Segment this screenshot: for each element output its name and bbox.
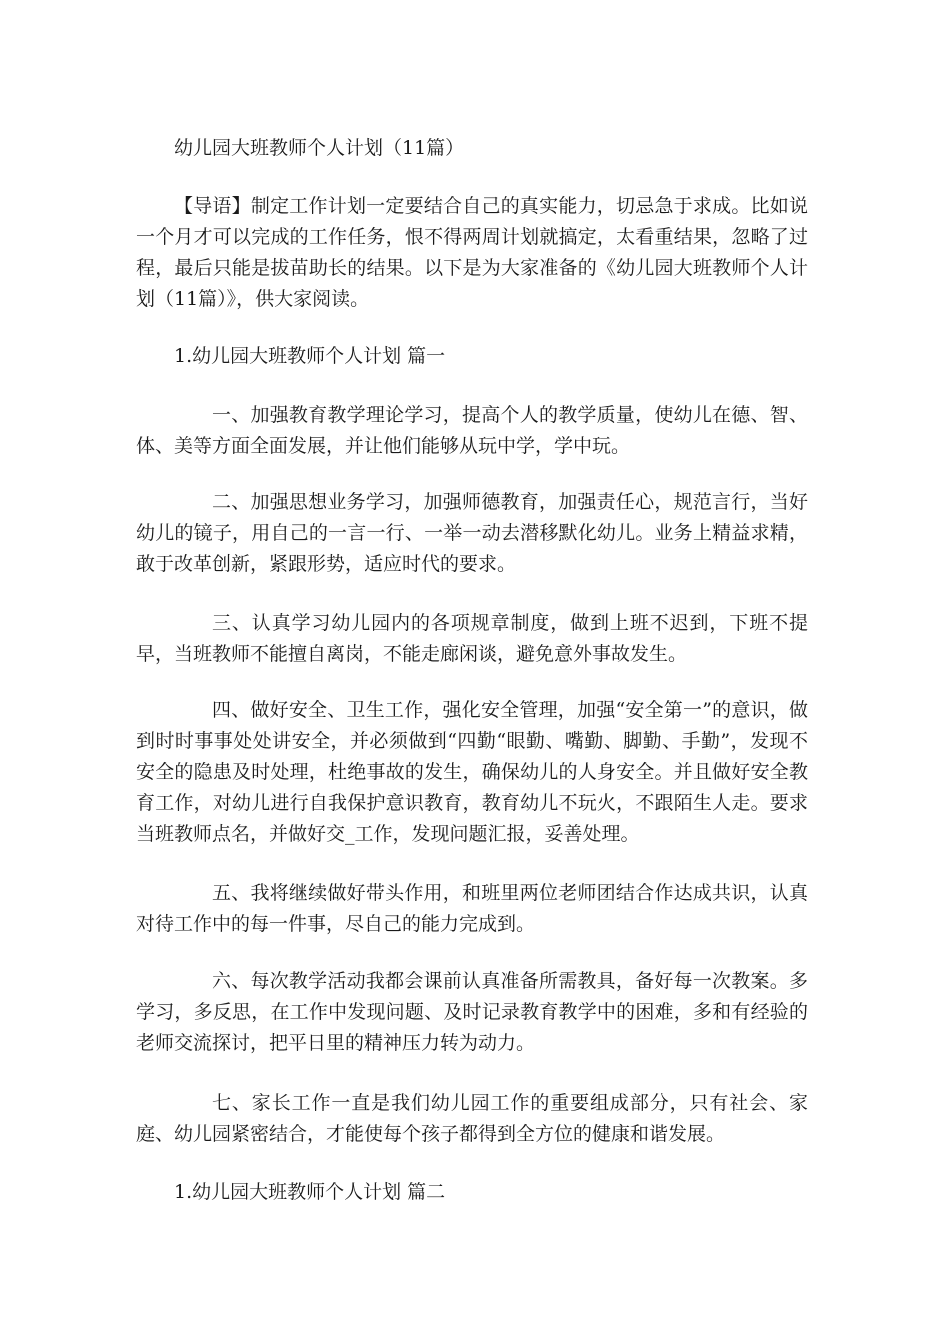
paragraph-4: 四、做好安全、卫生工作，强化安全管理，加强“安全第一”的意识，做到时时事事处处讲安全，并必须做到“四勤“眼勤、嘴勤、脚勤、手勤”，发现不安全的隐患及时处理，杜绝事故的发生，确保幼儿的人身安全。并且做好安全教育工作，对幼儿进行自我保护意识教育，教育幼儿不玩火，不跟陌生人走。要求当班教师点名，并做好交_工作，发现问题汇报，妥善处理。 [136, 699, 808, 845]
paragraph-6: 六、每次教学活动我都会课前认真准备所需教具，备好每一次教案。多学习，多反思，在工作中发现问题、及时记录教育教学中的困难，多和有经验的老师交流探讨，把平日里的精神压力转为动力。 [136, 970, 808, 1054]
paragraph-5: 五、我将继续做好带头作用，和班里两位老师团结合作达成共识，认真对待工作中的每一件事，尽自己的能力完成到。 [136, 882, 808, 935]
paragraph-1: 一、加强教育教学理论学习，提高个人的教学质量，使幼儿在德、智、体、美等方面全面发展，并让他们能够从玩中学，学中玩。 [136, 404, 808, 457]
intro-paragraph: 【导语】制定工作计划一定要结合自己的真实能力，切忌急于求成。比如说一个月才可以完成的工作任务，恨不得两周计划就搞定，太看重结果，忽略了过程，最后只能是拔苗助长的结果。以下是为大家准备的《幼儿园大班教师个人计划（11篇）》，供大家阅读。 [136, 195, 808, 310]
section-heading-2: 1.幼儿园大班教师个人计划 篇二 [174, 1181, 446, 1203]
paragraph-2: 二、加强思想业务学习，加强师德教育，加强责任心，规范言行，当好幼儿的镜子，用自己的一言一行、一举一动去潜移默化幼儿。业务上精益求精，敢于改革创新，紧跟形势，适应时代的要求。 [136, 491, 808, 575]
paragraph-3: 三、认真学习幼儿园内的各项规章制度，做到上班不迟到，下班不提早，当班教师不能擅自离岗，不能走廊闲谈，避免意外事故发生。 [136, 612, 808, 665]
document-title: 幼儿园大班教师个人计划（11篇） [174, 137, 465, 159]
section-heading-1: 1.幼儿园大班教师个人计划 篇一 [174, 345, 446, 367]
paragraph-7: 七、家长工作一直是我们幼儿园工作的重要组成部分，只有社会、家庭、幼儿园紧密结合，才能使每个孩子都得到全方位的健康和谐发展。 [136, 1092, 808, 1145]
